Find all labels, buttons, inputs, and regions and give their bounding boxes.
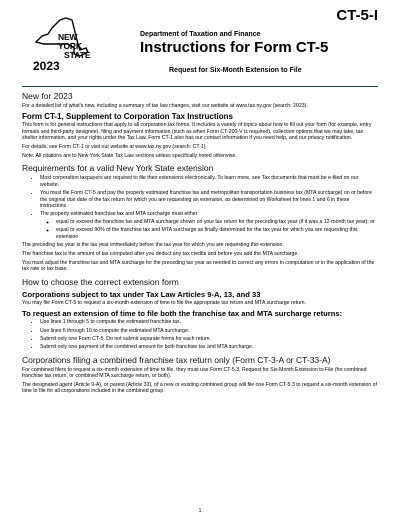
franchise-tax-text: The franchise tax is the amount of tax computed after you deduct any tax credits and before you add the MTA surcharge. [22, 251, 299, 257]
list-item: • You must file Form CT-5 and pay the properly estimated franchise tax and metropolitan transportation business tax (MTA surcharge) on or before the original due date of the tax return for which you are requesting an extension, as determined on Worksheet for lines 1 and 6 in these instructions. [40, 190, 378, 209]
request-list [22, 319, 378, 351]
combined-text-2: The designated agent (Article 9-A), or parent (Article 33), of a new or existing combined group will file one Form CT-5.3 to request a six-month extension of time to file for all corporations included in the combined group. [22, 382, 377, 395]
ct1-details: For details, see Form CT-1 or visit our website at www.tax.ny.gov (search: CT-1). [22, 144, 207, 151]
logo-text-state: STATE [64, 50, 91, 60]
logo-year: 2023 [33, 59, 60, 73]
sub-list-item: ◦ equal or exceed the franchise tax and MTA surcharge shown on your tax return for the preceding tax year (if it was a 12-month tax year); or [56, 219, 378, 225]
page-number: 1 [198, 508, 202, 514]
list-item [40, 211, 378, 240]
request-heading: To request an extension of time to file both the franchise tax and MTA surcharge returns: [22, 309, 343, 319]
page-title: Instructions for Form CT-5 [140, 39, 329, 56]
requirements-list [22, 175, 378, 240]
department-name: Department of Taxation and Finance [140, 31, 261, 38]
adjust-text: You must adjust the franchise tax and MTA surcharge for the preceding tax year as needed to correct any errors in computation or in the application of the tax rate or tax base. [22, 259, 375, 273]
header-divider [22, 86, 378, 87]
list-item-text: The properly estimated franchise tax and MTA surcharge must either: [40, 211, 199, 218]
list-item: • Submit only one Form CT-5. Do not submit separate forms for each return. [40, 336, 378, 342]
combined-heading: Corporations filing a combined franchise tax return only (Form CT-3-A or CT-33-A) [22, 354, 331, 365]
new-for-heading: New for 2023 [22, 91, 73, 101]
logo-text-new: NEW [58, 32, 78, 42]
ct1-heading: Form CT-1, Supplement to Corporation Tax Instructions [22, 112, 233, 122]
page-header [22, 0, 378, 78]
list-item: • Most corporation taxpayers are required to file their extensions electronically. To learn more, see Tax documents that must be e-filed on our website. [40, 175, 378, 188]
requirements-heading: Requirements for a valid New York State extension [22, 163, 214, 174]
sub-list-item: ◦ equal or exceed 90% of the franchise tax and MTA surcharge as finally determined for the tax year for which you are requesting this extension [56, 227, 378, 240]
new-for-text: For a detailed list of what's new, including a summary of tax law changes, visit our website at www.tax.ny.gov (search: 2023). [22, 103, 308, 109]
requirements-sublist [40, 219, 378, 240]
choose-text: You may file Form CT-5 to request a six-month extension of time to file the appropriate tax return and MTA surcharge return. [22, 299, 307, 306]
list-item: • Submit only one payment of the combined amount for both franchise tax and MTA surcharge. [40, 344, 378, 350]
form-code: CT-5-I [336, 7, 378, 24]
ct1-text: This form is for general instructions that apply to all corporation tax forms. It includes a variety of topics about how to fill out your form (for example, entry formats and third-party designee), filing and payment information (such as when Form CT-200-V is required), collection options that we may take, tax shelter information, and your rights under the Tax Law. Form CT-1 also has our contact information if you need help, and our privacy notification. [22, 122, 372, 142]
choose-heading: How to choose the correct extension form [22, 276, 179, 287]
logo-text-york: YORK [58, 41, 82, 51]
nys-logo [30, 14, 108, 74]
choose-subheading: Corporations subject to tax under Tax Law Articles 9-A, 13, and 33 [22, 289, 261, 299]
ct1-note: Note: All citations are to New York State Tax Law sections unless specifically noted otherwise. [22, 153, 237, 160]
list-item: • Use lines 1 through 5 to compute the estimated franchise tax. [40, 319, 378, 325]
preceding-year-text: The preceding tax year is the tax year immediately before the tax year for which you are requesting this extension. [22, 242, 284, 249]
list-item: • Use lines 6 through 10 to compute the estimated MTA surcharge. [40, 328, 378, 334]
combined-text-1: For combined filers to request a six-month extension of time to file, they must use Form CT-5.3, Request for Six-Month Extension to File (for combined franchise tax return, or combined MTA surcharge return, or both). [22, 366, 367, 380]
page-subtitle: Request for Six-Month Extension to File [169, 67, 302, 74]
